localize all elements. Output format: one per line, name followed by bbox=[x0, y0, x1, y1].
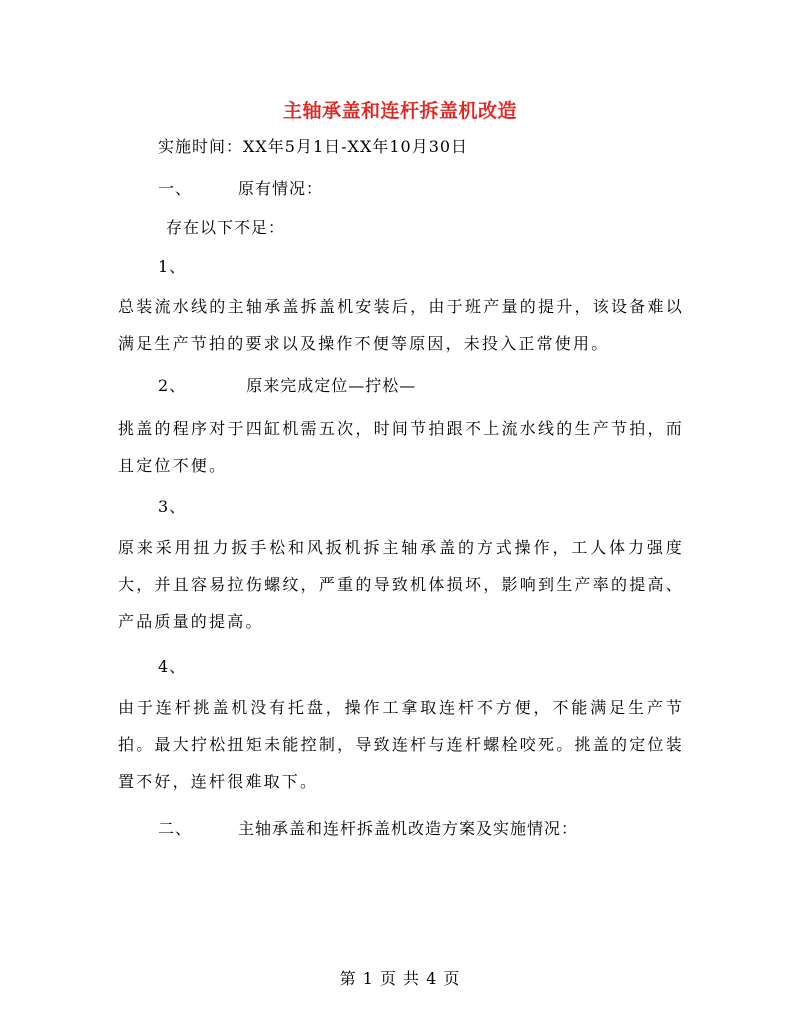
item-2-number: 2、 bbox=[158, 376, 187, 395]
item-3-number: 3、 bbox=[158, 497, 187, 516]
document-title: 主轴承盖和连杆拆盖机改造 bbox=[282, 100, 517, 122]
section-2-heading bbox=[158, 818, 578, 840]
item-4-number: 4、 bbox=[158, 657, 187, 676]
section-2-title: 主轴承盖和连杆拆盖机改造方案及实施情况： bbox=[238, 819, 579, 838]
section-1-title: 原有情况： bbox=[238, 179, 324, 198]
implementation-time: 实施时间：XX年5月1日-XX年10月30日 bbox=[158, 137, 469, 156]
item-2-text: 挑盖的程序对于四缸机需五次，时间节拍跟不上流水线的生产节拍，而且定位不便。 bbox=[118, 419, 684, 475]
item-1-text: 总装流水线的主轴承盖拆盖机安装后，由于班产量的提升，该设备难以满足生产节拍的要求以及操作不便等原因，未投入正常使用。 bbox=[118, 297, 684, 353]
page-footer: 第 1 页 共 4 页 bbox=[339, 969, 461, 988]
intro-text: 存在以下不足： bbox=[166, 218, 286, 237]
item-3-text: 原来采用扭力扳手松和风扳机拆主轴承盖的方式操作，工人体力强度大，并且容易拉伤螺纹，严重的导致机体损坏，影响到生产率的提高、产品质量的提高。 bbox=[118, 538, 684, 631]
item-4-text: 由于连杆挑盖机没有托盘，操作工拿取连杆不方便，不能满足生产节拍。最大拧松扭矩未能控制，导致连杆与连杆螺栓咬死。挑盖的定位装置不好，连杆很难取下。 bbox=[118, 698, 684, 791]
item-1-number: 1、 bbox=[158, 257, 187, 276]
item-2-heading bbox=[158, 375, 416, 397]
section-1-heading bbox=[158, 178, 323, 200]
section-1-number: 一、 bbox=[158, 179, 193, 198]
item-2-lead: 原来完成定位—拧松— bbox=[246, 376, 417, 395]
section-2-number: 二、 bbox=[158, 819, 193, 838]
